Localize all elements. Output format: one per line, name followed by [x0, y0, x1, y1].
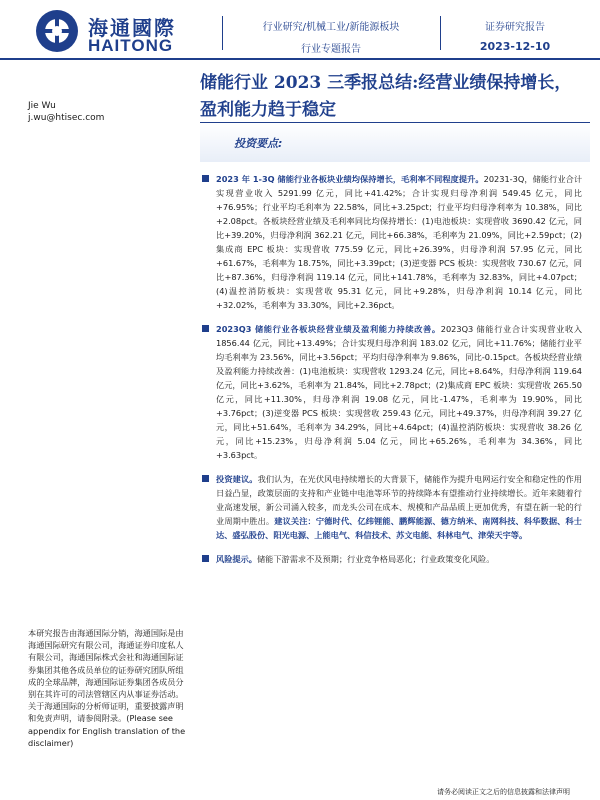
author-name: Jie Wu: [28, 101, 56, 111]
logo-chinese-text: 海通國際: [88, 16, 176, 40]
summary-heading-bar: [200, 122, 590, 162]
report-type: 行业专题报告: [301, 44, 361, 55]
summary-heading: 投资要点:: [234, 137, 283, 150]
summary-body: [200, 172, 582, 576]
report-date: 2023-12-10: [479, 40, 551, 53]
header-divider: [222, 16, 223, 50]
haitong-logo-icon: [36, 10, 78, 52]
recommendation-label: 建议关注：: [274, 516, 316, 526]
paragraph-lead: 2023Q3 储能行业各板块经营业绩及盈利能力持续改善。: [216, 324, 441, 334]
paragraph-lead: 2023 年 1-3Q 储能行业各板块业绩均保持增长，毛利率不同程度提升。: [216, 174, 484, 184]
logo-english-text: HAITONG: [88, 36, 174, 55]
paragraph-text: 我们认为，在光伏风电持续增长的大背景下，储能作为提升电网运行安全和稳定性的作用日益凸显，政策层面的支持和产业链中电池等环节的持续降本有望推动行业持续增长。近年来随着行业高速发展，新公司涌入较多，而龙头公司在成本、规模和产品品质上更加优秀，有望在新一轮的行业周期中胜出。: [216, 474, 582, 526]
disclaimer-text: 本研究报告由海通国际分销，海通国际是由海通国际研究有限公司，海通证券印度私人有限公司，海通国际株式会社和海通国际证券集团其他各成员单位的证券研究团队所组成的全球品牌，海通国际证券集团各成员分别在其许可的司法管辖区内从事证券活动。关于海通国际的分析师证明，重要披露声明和免责声明，请参阅附录。(Please see appendix for English translation of the disclaimer): [28, 628, 186, 748]
header-rule: [0, 58, 600, 60]
paragraph-text: 2023Q3 储能行业合计实现营业收入 1856.44 亿元，同比+13.49%；合计实现归母净利润 183.02 亿元，同比+11.76%；储能行业平均毛利率为 23.56%，同比+3.56pct；平均归母净利率为 9.86%，同比-0.15pct。各板块经营业绩及盈利能力持续改善：(1)电池板块：实现营收 1293.24 亿元，同比+8.64%，归母净利润 119.64 亿元，同比+3.62%，毛利率为 21.84%，同比+2.78pct；(2)集成商 EPC 板块：实现营收 265.50 亿元，同比+11.30%，归母净利润 19.08 亿元，同比-1.47%，毛利率为 19.90%，同比+3.76pct；(3)逆变器 PCS 板块：实现营收 259.43 亿元，同比+49.37%，归母净利润 39.27 亿元，同比+51.64%，毛利率为 34.29%，同比+4.64pct；(4)温控消防板块：实现营收 38.26 亿元，同比+15.23%，归母净利润 5.04 亿元，同比+65.26%，毛利率为 34.36%，同比+3.63pct。: [216, 324, 583, 460]
square-bullet-icon: [202, 475, 209, 482]
author-email[interactable]: j.wu@htisec.com: [28, 113, 105, 123]
summary-paragraph: [200, 322, 582, 462]
summary-paragraph: [200, 552, 582, 566]
summary-paragraph: [200, 172, 582, 312]
paragraph-text: 20231-3Q，储能行业合计实现营业收入 5291.99 亿元，同比+41.42%；合计实现归母净利润 549.45 亿元，同比+76.95%；行业平均毛利率为 22.58%，同比+3.25pct；行业平均归母净利率为 10.38%，同比+2.08pct。各板块经营业绩及毛利率同比均保持增长：(1)电池板块：实现营收 3690.42 亿元，同比+39.20%，归母净利润 362.21 亿元，同比+66.38%，毛利率为 21.09%，同比+2.59pct；(2)集成商 EPC 板块：实现营收 775.59 亿元，同比+26.39%，归母净利润 57.95 亿元，同比+61.67%，毛利率为 18.75%，同比+3.39pct；(3)逆变器 PCS 板块：实现营收 730.67 亿元，同比+87.36%，归母净利润 119.14 亿元，同比+141.78%，毛利率为 32.83%，同比+4.07pct；(4)温控消防板块：实现营收 95.31 亿元，同比+9.28%，归母净利润 10.14 亿元，同比+32.02%，毛利率为 33.30%，同比+2.36pct。: [216, 174, 583, 310]
square-bullet-icon: [202, 555, 209, 562]
square-bullet-icon: [202, 325, 209, 332]
square-bullet-icon: [202, 175, 209, 182]
footer-notice: 请务必阅读正文之后的信息披露和法律声明: [437, 788, 570, 796]
paragraph-text: 储能下游需求不及预期；行业竞争格局恶化；行业政策变化风险。: [256, 554, 495, 564]
recommended-stocks: 宁德时代、亿纬锂能、鹏辉能源、德方纳米、南网科技、科华数据、科士达、盛弘股份、阳光电源、上能电气、科信技术、苏文电能、科林电气、津荣天宇等。: [216, 516, 582, 540]
report-title: 储能行业 2023 三季报总结:经营业绩保持增长，盈利能力趋于稳定: [200, 73, 572, 120]
report-header: [0, 0, 600, 62]
header-divider: [440, 16, 441, 50]
report-category: 行业研究/机械工业/新能源板块: [262, 22, 400, 33]
paragraph-lead: 投资建议。: [216, 474, 258, 484]
summary-paragraph: [200, 472, 582, 542]
paragraph-lead: 风险提示。: [216, 554, 257, 564]
report-label: 证券研究报告: [485, 22, 545, 33]
